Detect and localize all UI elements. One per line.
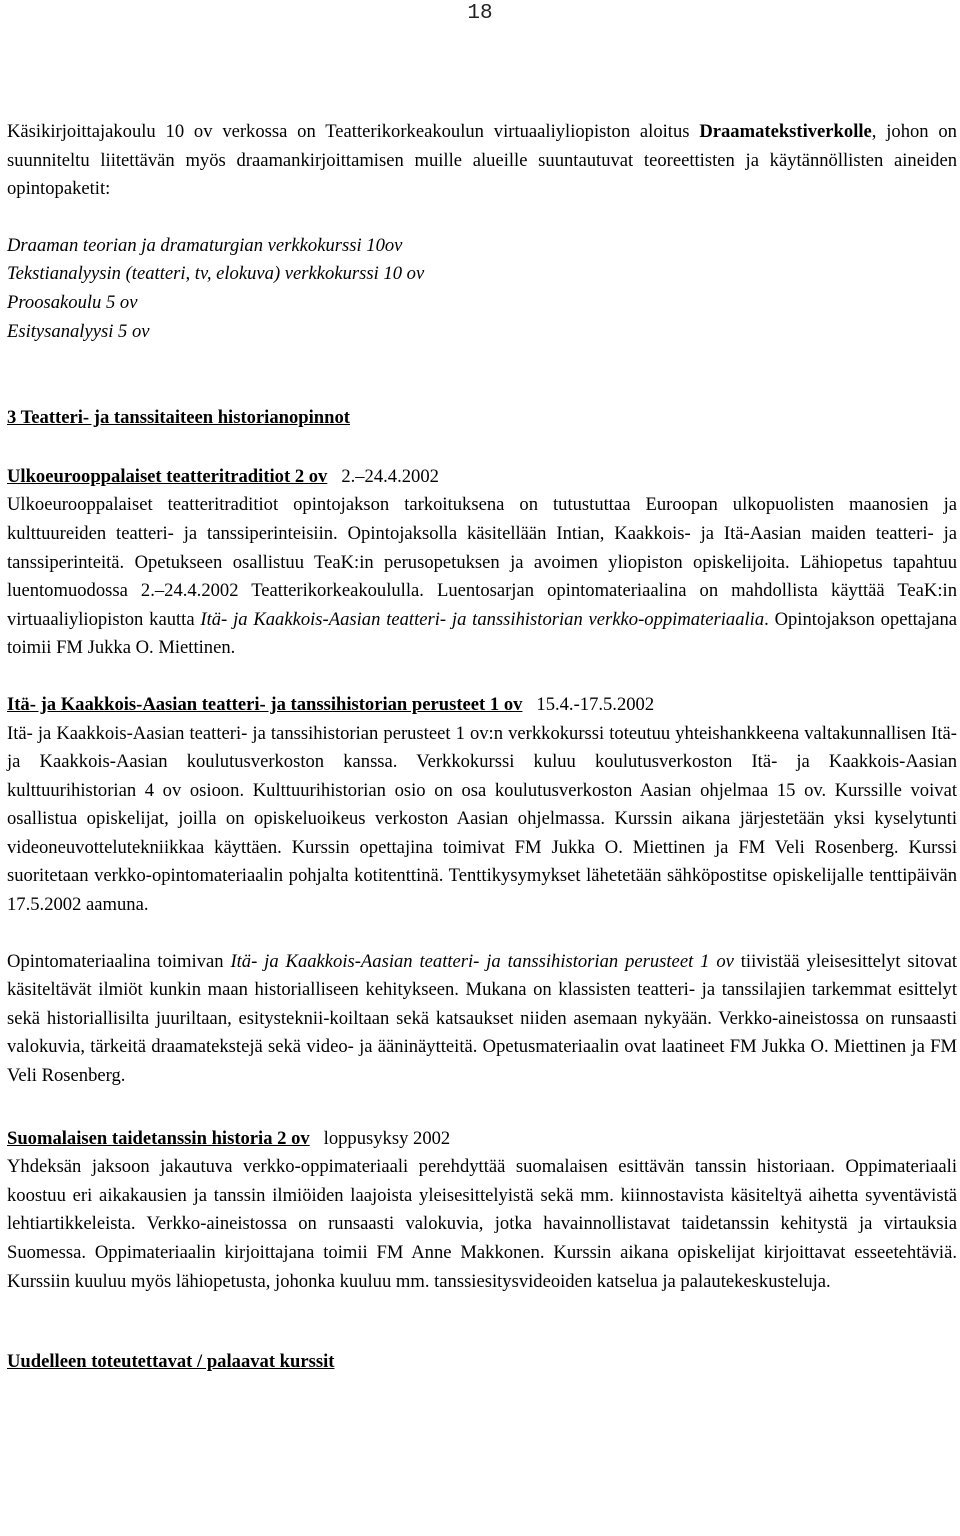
course1-material-title: Itä- ja Kaakkois-Aasian teatteri- ja tanssihistorian verkko-oppimateriaalia (200, 608, 765, 630)
section-heading: 3 Teatteri- ja tanssitaiteen historianopinnot (7, 407, 350, 429)
course2-header (7, 691, 957, 720)
course1-dates: 2.–24.4.2002 (341, 465, 439, 487)
course2-dates: 15.4.-17.5.2002 (536, 693, 655, 715)
course2-material-title: Itä- ja Kaakkois-Aasian teatteri- ja tanssihistorian perusteet 1 ov (230, 950, 734, 972)
course1-header (7, 463, 957, 492)
course3-title: Suomalaisen taidetanssin historia 2 ov (7, 1127, 310, 1149)
intro-bold-term: Draamatekstiverkolle (699, 121, 872, 142)
course1-text-end: . Opintojakson opettajana toimii FM Jukka O. Miettinen. (7, 608, 957, 659)
course1-description (7, 491, 957, 663)
list-item: Tekstianalyysin (teatteri, tv, elokuva) verkkokurssi 10 ov (7, 263, 425, 285)
intro-text: Käsikirjoittajakoulu 10 ov verkossa on Teatterikorkeakoulun virtuaaliyliopiston aloitus (7, 121, 700, 142)
course2-material-text: Opintomateriaalina toimivan (7, 950, 231, 972)
list-item: Draaman teorian ja dramaturgian verkkokurssi 10ov (7, 234, 403, 256)
course2-title: Itä- ja Kaakkois-Aasian teatteri- ja tanssihistorian perusteet 1 ov (7, 693, 523, 715)
course3-header (7, 1125, 957, 1154)
final-heading: Uudelleen toteutettavat / palaavat kurssit (7, 1351, 335, 1373)
list-item: Proosakoulu 5 ov (7, 291, 138, 313)
course2-material-text-end: tiivistää yleisesittelyt sitovat käsiteltävät ilmiöt kunkin maan historialliseen kehitykseen. Mukana on klassisten teatteri- ja tanssilajien tarkemmat esittelyt sekä historiallisilta juuriltaan, esitysteknii-koiltaan sekä katsaukset niiden asemaan nykyään. Verkko-aineistossa on runsaasti valokuvia, tärkeitä draamatekstejä sekä video- ja ääninäytteitä. Opetusmateriaalin ovat laatineet FM Jukka O. Miettinen ja FM Veli Rosenberg. (7, 950, 957, 1087)
course2-description: Itä- ja Kaakkois-Aasian teatteri- ja tanssihistorian perusteet 1 ov:n verkkokurssi toteutuu yhteishankkeena valtakunnallisen Itä- ja Kaakkois-Aasian koulutusverkoston kanssa. Verkkokurssi kuluu koulutusverkoston Itä- ja Kaakkois-Aasian kulttuurihistorian 4 ov osioon. Kulttuurihistorian osio on osa koulutusverkoston Aasian ohjelmaa 15 ov. Kurssille voivat osallistua opiskelijat, joilla on opiskeluoikeus verkoston Aasian ohjelmassa. Kurssin aikana järjestetään yksi kyselytunti videoneuvottelutekniikkaa käyttäen. Kurssin opettajina toimivat FM Jukka O. Miettinen ja FM Veli Rosenberg. Kurssi suoritetaan verkko-opintomateriaalin pohjalta kotitenttinä. Tenttikysymykset lähetetään sähköpostitse opiskelijalle tenttipäivän 17.5.2002 aamuna. (7, 722, 957, 916)
course-list (7, 232, 957, 346)
course3-dates: loppusyksy 2002 (323, 1127, 451, 1149)
intro-paragraph (7, 118, 957, 204)
page-number: 18 (467, 2, 493, 25)
course3-description: Yhdeksän jaksoon jakautuva verkko-oppimateriaali perehdyttää suomalaisen esittävän tanssin historiaan. Oppimateriaali koostuu eri aikakausien ja tanssin ilmiöiden laajoista yleisesittelyistä sekä mm. kiinnostavista käsiteltyä aihetta syventävistä lehtiartikkeleista. Verkko-aineistossa on runsaasti valokuvia, jotka havainnollistavat taidetanssin kehitystä ja virtauksia Suomessa. Oppimateriaalin kirjoittajana toimii FM Anne Makkonen. Kurssin aikana opiskelijat kirjoittavat esseetehtäviä. Kurssiin kuuluu myös lähiopetusta, johonka kuuluu mm. tanssiesitysvideoiden katselua ja palautekeskusteluja. (7, 1156, 957, 1292)
list-item: Esitysanalyysi 5 ov (7, 320, 150, 342)
intro-text-end: , johon on suunniteltu liitettävän myös draamankirjoittamisen muille alueille suuntautuvat teoreettisten ja käytännöllisten aineiden opintopaketit: (7, 121, 957, 200)
course1-text: Ulkoeurooppalaiset teatteritraditiot opintojakson tarkoituksena on tutustuttaa Euroopan ulkopuolisten maanosien ja kulttuureiden teatteri- ja tanssiperinteisiin. Opintojaksolla käsitellään Intian, Kaakkois- ja Itä-Aasian maiden teatteri- ja tanssiperinteitä. Opetukseen osallistuu TeaK:in perusopetuksen ja avoimen yliopiston opiskelijoita. Lähiopetus tapahtuu luentomuodossa 2.–24.4.2002 Teatterikorkeakoululla. Luentosarjan opintomateriaalina on mahdollista käyttää TeaK:in virtuaaliyliopiston kautta (7, 494, 957, 630)
course2-material-paragraph (7, 948, 957, 1091)
document-body (7, 118, 957, 1377)
course1-title: Ulkoeurooppalaiset teatteritraditiot 2 ov (7, 465, 328, 487)
